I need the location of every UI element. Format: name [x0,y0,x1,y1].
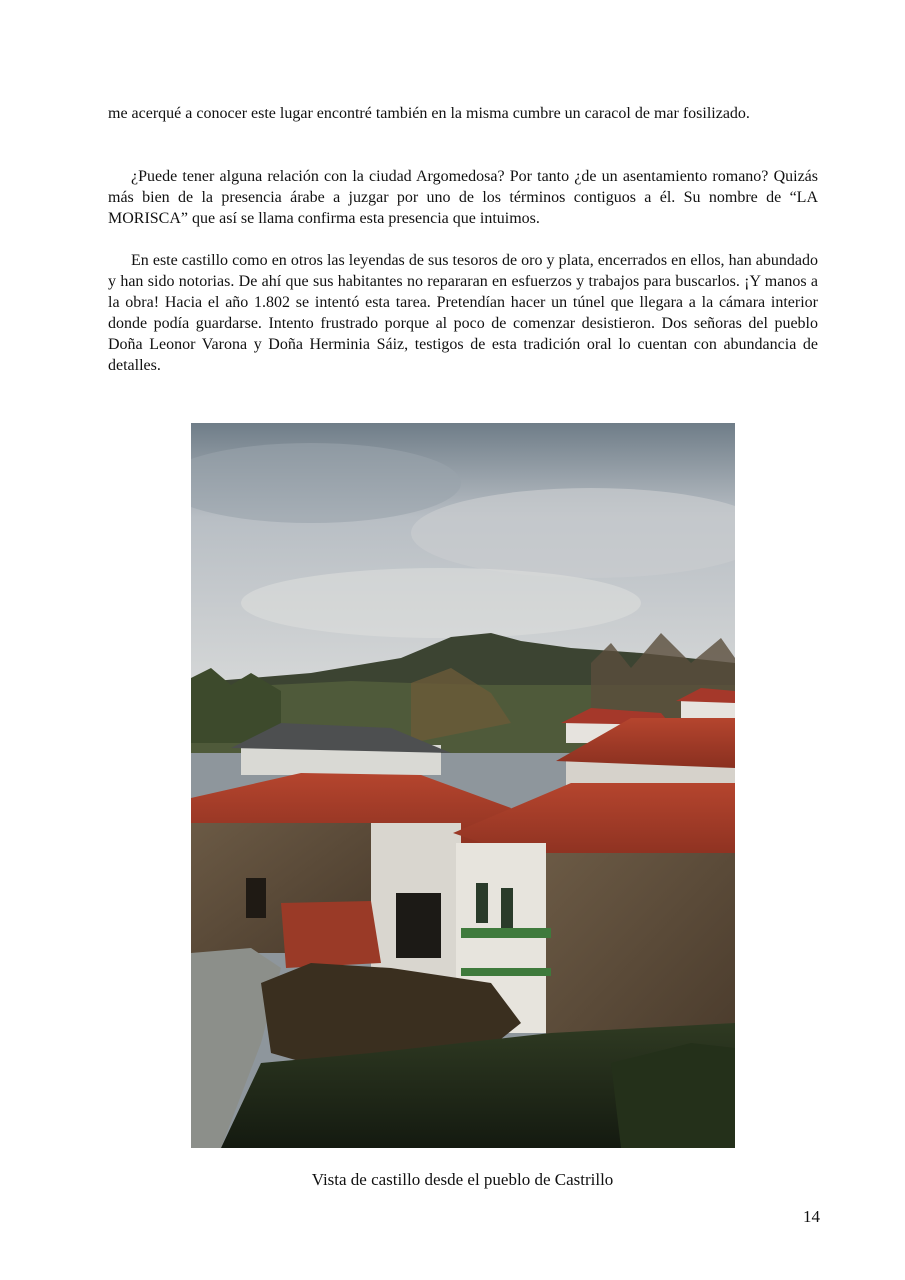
figure-caption: Vista de castillo desde el pueblo de Castrillo [311,1170,614,1189]
paragraph-3: En este castillo como en otros las leyendas de sus tesoros de oro y plata, encerrados en ellos, han abundado y han sido notorias. De ahí que sus habitantes no repararan en esfuerzos y trabajos para buscarlos. ¡Y manos a la obra! Hacia el año 1.802 se intentó esta tarea. Pretendían hacer un túnel que llegara a la cámara interior donde podía guardarse. Intento frustrado porque al poco de comenzar desistieron. Dos señoras del pueblo Doña Leonor Varona y Doña Herminia Sáiz, testigos de esta tradición oral lo cuentan con abundancia de detalles. [108,252,818,374]
paragraph-1: me acerqué a conocer este lugar encontré también en la misma cumbre un caracol de mar fosilizado. [108,105,750,122]
page-number: 14 [803,1207,820,1226]
paragraph-2: ¿Puede tener alguna relación con la ciudad Argomedosa? Por tanto ¿de un asentamiento romano? Quizás más bien de la presencia árabe a juzgar por uno de los términos contiguos a él. Su nombre de “LA MORISCA” que así se llama confirma esta presencia que intuimos. [108,168,818,227]
village-castle-photo [191,423,735,1148]
